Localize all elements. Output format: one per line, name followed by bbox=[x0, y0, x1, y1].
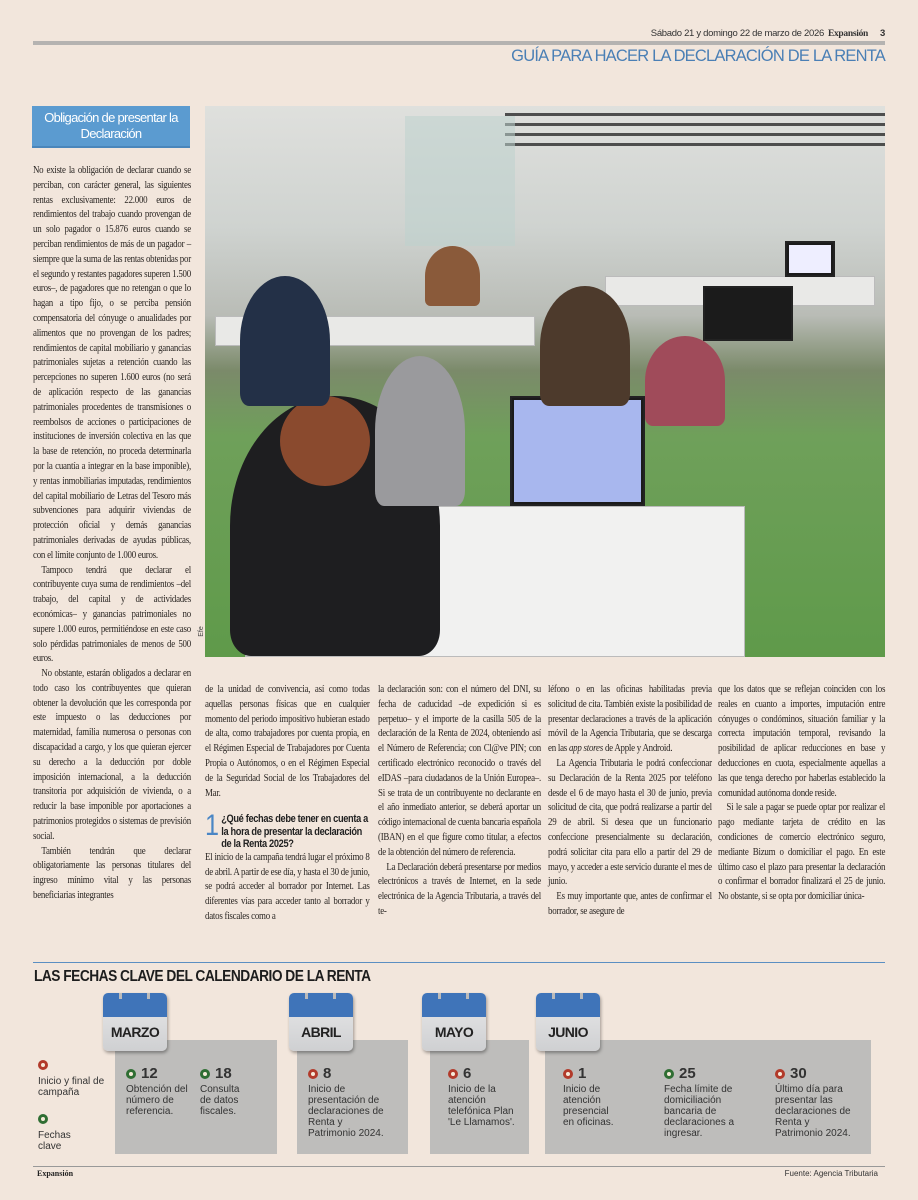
question-heading bbox=[205, 809, 370, 851]
page-header-meta bbox=[651, 28, 885, 39]
calendar-icon bbox=[422, 993, 486, 1051]
infographic-bottom-rule bbox=[33, 1166, 885, 1167]
paragraph: que los datos que se reflejan coinciden con los reales en cuanto a importes, imputación entre cónyuges o condóminos, situación familiar y la correcta imputación temporal, revisando la posibilidad de aplicar reducciones en base y deducciones en cuota, especialmente aquellas a las que tenga derecho por haberlas establecido la comunidad autónoma donde reside. bbox=[718, 684, 886, 799]
computer-monitor bbox=[703, 286, 793, 341]
paragraph: El inicio de la campaña tendrá lugar el próximo 8 de abril. A partir de ese día, y hasta el 30 de junio, se podrá acceder al borrador por Internet. Las diferentes vías para acceder tanto al borrador y datos fiscales como a bbox=[205, 851, 370, 923]
column-2 bbox=[378, 683, 541, 920]
event-day: 12 bbox=[141, 1065, 158, 1082]
question-title: ¿Qué fechas debe tener en cuenta a la hora de presentar la declaración de la Renta 2025? bbox=[221, 813, 368, 851]
person bbox=[425, 246, 480, 306]
article-title-box: Obligación de presentar la Declaración bbox=[32, 106, 190, 148]
column-3 bbox=[548, 683, 712, 920]
event-day: 18 bbox=[215, 1065, 232, 1082]
month-name: ABRIL bbox=[301, 1024, 341, 1040]
green-dot-icon bbox=[38, 1114, 48, 1124]
calendar-icon bbox=[536, 993, 600, 1051]
month-name: JUNIO bbox=[548, 1024, 588, 1040]
event-day: 1 bbox=[578, 1065, 587, 1082]
event-text: Obtención del número de referencia. bbox=[126, 1084, 188, 1117]
red-dot-icon bbox=[563, 1069, 573, 1079]
paragraph: También tendrán que declarar obligatoriamente las personas titulares del ingreso mínimo vital y las personas beneficiarias integrantes bbox=[33, 845, 191, 902]
event-item bbox=[308, 1066, 404, 1139]
event-item bbox=[664, 1066, 744, 1139]
red-dot-icon bbox=[308, 1069, 318, 1079]
legend-label: Fechas clave bbox=[38, 1130, 71, 1152]
red-dot-icon bbox=[775, 1069, 785, 1079]
paragraph: La Agencia Tributaria le podrá confeccionar su Declaración de la Renta 2025 por teléfono desde el 6 de mayo hasta el 30 de junio, previa solicitud de cita, que podrá realizarse a partir del 29 de abril. Si desea que un funcionario confeccione presencialmente su declaración, podrá solicitar cita para ello a partir del 29 de mayo, y acceder a este servicio durante el mes de junio. bbox=[548, 757, 712, 888]
computer-monitor bbox=[785, 241, 835, 277]
person bbox=[240, 276, 330, 406]
page-number: 3 bbox=[880, 28, 885, 39]
month-name: MAYO bbox=[434, 1024, 474, 1040]
event-text: Fecha límite de domiciliación bancaria de declaraciones a ingresar. bbox=[664, 1084, 735, 1139]
green-dot-icon bbox=[664, 1069, 674, 1079]
calendar-icon bbox=[289, 993, 353, 1051]
glass-partition bbox=[405, 116, 515, 246]
legend-key-dates bbox=[38, 1114, 78, 1152]
text: de Apple y Android. bbox=[602, 743, 673, 755]
event-text: Último día para presentar las declaraciones de Renta y Patrimonio 2024. bbox=[775, 1084, 851, 1139]
paragraph bbox=[548, 683, 712, 757]
event-item bbox=[448, 1066, 528, 1128]
photo-credit: Efe bbox=[197, 626, 205, 637]
italic-text: app stores bbox=[568, 743, 603, 755]
green-dot-icon bbox=[126, 1069, 136, 1079]
column-4 bbox=[718, 683, 885, 905]
paragraph: La Declaración deberá presentarse por medios electrónicos a través de Internet, en la sede electrónica de la Agencia Tributaria, a través del te- bbox=[378, 861, 541, 917]
red-dot-icon bbox=[38, 1060, 48, 1070]
left-column bbox=[33, 164, 191, 904]
column-1 bbox=[205, 683, 370, 925]
calendar-icon bbox=[103, 993, 167, 1051]
paragraph: Es muy importante que, antes de confirmar el borrador, se asegure de bbox=[548, 891, 712, 917]
month-name: MARZO bbox=[110, 1024, 160, 1040]
event-day: 6 bbox=[463, 1065, 472, 1082]
person bbox=[645, 336, 725, 426]
event-text: Consulta de datos fiscales. bbox=[200, 1084, 240, 1117]
computer-monitor bbox=[510, 396, 645, 506]
header-rule bbox=[33, 41, 885, 45]
paragraph: No obstante, estarán obligados a declarar en todo caso los contribuyentes que quieran obtener la devolución que les corresponda por este impuesto o las deducciones por maternidad, familia numerosa o personas con discapacidad a cargo, y los que quieran ejercer su derecho a la deducción por doble imposición internacional, a la deducción transitoria por adquisición de vivienda, o a reducir la base imponible por aportaciones a patrimonios protegidos o sistemas de previsión social. bbox=[33, 668, 191, 842]
footer-publication: Expansión bbox=[37, 1169, 74, 1178]
question-number: 1 bbox=[205, 809, 219, 843]
paragraph: No existe la obligación de declarar cuando se perciban, con carácter general, las siguientes rentas exclusivamente: 22.000 euros de rendimientos del trabajo cuando provengan de un solo pagador o 15.876 euros cuando se perciban rendimientos de más de un pagador –siempre que la suma de las rentas obtenidas por el segundo y restantes pagadores superen 1.500 euros–, de pagadores que no retengan o que lo hagan a tipo fijo, o se perciba pensión compensatoria del cónyuge o anualidades por alimentos que no provengan de los padres; rendimientos de capital mobiliario y ganancias patrimoniales sujetas a retención cuando las percepciones no superen 1.600 euros (no será de aplicación respecto de las ganancias patrimoniales procedentes de transmisiones o reembolsos de acciones o participaciones de instituciones de inversión colectiva en las que la base de retención, no proceda determinarla por la cuantía a integrar en la base imponible), y rentas inmobiliarias imputadas, rendimientos del capital mobiliario de Letras del Tesoro más subvenciones para adquirir viviendas de protección oficial y demás ganancias patrimoniales derivadas de ayudas públicas, con el límite conjunto de 1.000 euros. bbox=[33, 165, 191, 561]
event-item bbox=[775, 1066, 860, 1139]
infographic-rule bbox=[33, 962, 885, 963]
event-item bbox=[563, 1066, 623, 1128]
paragraph: de la unidad de convivencia, así como todas aquellas personas físicas que en cualquier momento del periodo impositivo hubieran estado de alta, como trabajadores por cuenta propia, en el Régimen Especial de Trabajadores por Cuenta Propia o Autónomos, o en el Régimen Especial de la Seguridad Social de los Trabajadores del Mar. bbox=[205, 684, 370, 799]
person bbox=[540, 286, 630, 406]
section-title: GUÍA PARA HACER LA DECLARACIÓN DE LA RENTA bbox=[511, 47, 885, 65]
legend-campaign bbox=[38, 1060, 108, 1098]
red-dot-icon bbox=[448, 1069, 458, 1079]
paragraph: Si le sale a pagar se puede optar por realizar el pago mediante tarjeta de crédito en las condiciones de comercio electrónico seguro, mediante Bizum o domiciliar el pago. En este último caso el plazo para presentar la declaración o confirmar el borrador finalizará el 25 de junio. No obstante, si se opta por domiciliar única- bbox=[718, 802, 886, 903]
event-text: Inicio de presentación de declaraciones de Renta y Patrimonio 2024. bbox=[308, 1084, 384, 1139]
event-day: 30 bbox=[790, 1065, 807, 1082]
person-head bbox=[280, 396, 370, 486]
paragraph: Tampoco tendrá que declarar el contribuyente cuya suma de rendimientos –del trabajo, del capital y de actividades económicas– y ganancias patrimoniales no supere 1.000 euros, permitiéndose en este caso solo pérdidas patrimoniales de menos de 500 euros. bbox=[33, 564, 191, 665]
issue-date: Sábado 21 y domingo 22 de marzo de 2026 bbox=[650, 28, 824, 39]
text: léfono o en las oficinas habilitadas previa solicitud de cita. También existe la posibilidad de presentar declaraciones a través de la aplicación móvil de la Agencia Tributaria, que se descarga en las bbox=[548, 684, 712, 755]
event-text: Inicio de la atención telefónica Plan 'Le Llamamos'. bbox=[448, 1084, 515, 1128]
green-dot-icon bbox=[200, 1069, 210, 1079]
event-day: 8 bbox=[323, 1065, 332, 1082]
person bbox=[375, 356, 465, 506]
legend-label: Inicio y final de campaña bbox=[38, 1076, 105, 1098]
office-photo bbox=[205, 106, 885, 657]
infographic-title: LAS FECHAS CLAVE DEL CALENDARIO DE LA RENTA bbox=[34, 968, 371, 985]
publication-name: Expansión bbox=[827, 29, 869, 39]
event-item bbox=[126, 1066, 194, 1117]
event-day: 25 bbox=[679, 1065, 696, 1082]
ceiling-lights bbox=[505, 106, 885, 146]
event-item bbox=[200, 1066, 270, 1117]
paragraph: la declaración son: con el número del DNI, su fecha de caducidad –de expedición si es perpetuo– y el importe de la casilla 505 de la declaración de la Renta de 2024, obteniendo así el Número de Referencia; con Cl@ve PIN; con certificado electrónico reconocido o través del eIDAS –para ciudadanos de la Unión Europea–. Si se trata de un contribuyente no declarante en el año inmediato anterior, se deberá aportar un código internacional de cuenta bancaria española (IBAN) en el que figure como titular, a efectos de la obtención del número de referencia. bbox=[378, 684, 541, 858]
source-credit: Fuente: Agencia Tributaria bbox=[784, 1169, 878, 1178]
event-text: Inicio de atención presencial en oficinas. bbox=[563, 1084, 614, 1128]
